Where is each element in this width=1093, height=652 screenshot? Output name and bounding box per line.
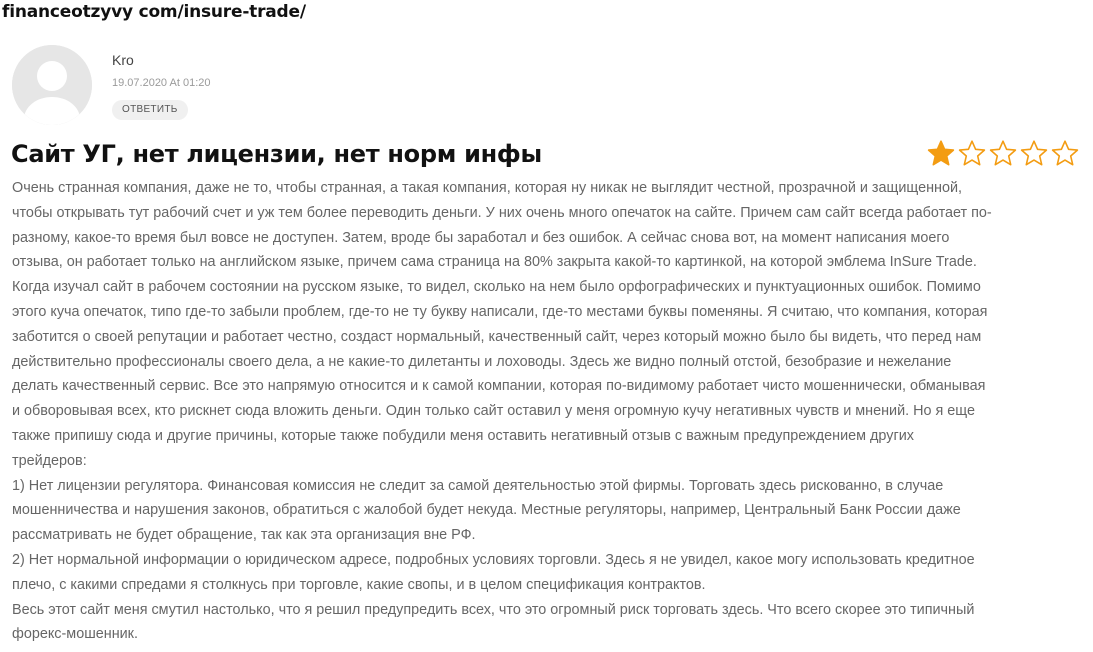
- review-text-line: чтобы открывать тут рабочий счет и уж тем более переводить деньги. У них очень много опечаток на сайте. Причем сам сайт всегда работает по-: [12, 204, 992, 221]
- star-empty-icon: [1050, 139, 1080, 167]
- star-empty-icon: [957, 139, 987, 167]
- review-text-line: также припишу сюда и другие причины, которые также побудили меня оставить негативный отзыв с важным предупреждением других: [12, 427, 914, 444]
- review-text: [12, 176, 1084, 647]
- review-text-line: этого куча опечаток, типо где-то забыли проблем, где-то не ту букву написали, где-то местами буквы поменяны. Я считаю, что компания, которая: [12, 303, 988, 320]
- review-title: Сайт УГ, нет лицензии, нет норм инфы: [11, 140, 542, 168]
- star-empty-icon: [1019, 139, 1049, 167]
- review-text-line: рассматривать не будет обращение, так как эта организация вне РФ.: [12, 527, 476, 544]
- review-text-line: плечо, с какими спредами я столкнусь при торговле, какие свопы, и в целом спецификация контрактов.: [12, 576, 706, 593]
- review-text-line: форекс-мошенник.: [12, 626, 138, 643]
- star-rating: [926, 139, 1081, 167]
- reply-button[interactable]: ОТВЕТИТЬ: [112, 100, 188, 120]
- review-text-line: 1) Нет лицензии регулятора. Финансовая комиссия не следит за самой деятельностью этой фирмы. Торговать здесь рискованно, в случае: [12, 477, 944, 494]
- review-text-line: Весь этот сайт меня смутил настолько, что я решил предупредить всех, что это огромный риск торговать здесь. Что всего скорее это типичный: [12, 601, 975, 618]
- comment-date: 19.07.2020 At 01:20: [112, 77, 211, 89]
- review-text-line: мошенничества и нарушения законов, обратиться с жалобой будет некуда. Местные регуляторы, например, Центральный Банк России даже: [12, 502, 961, 519]
- star-filled-icon: [926, 139, 956, 167]
- review-text-line: заботится о своей репутации и работает честно, создаст нормальный, качественный сайт, через который можно было бы видеть, что перед нам: [12, 328, 982, 345]
- source-url-heading: financeotzyvy com/insure-trade/: [2, 2, 306, 22]
- star-empty-icon: [988, 139, 1018, 167]
- review-text-line: Очень странная компания, даже не то, чтобы странная, а такая компания, которая ну никак не выглядит честной, прозрачной и защищенной,: [12, 180, 963, 196]
- review-text-line: 2) Нет нормальной информации о юридическом адресе, подробных условиях торговли. Здесь я не увидел, какое могу использовать кредитное: [12, 551, 975, 568]
- user-avatar: [12, 45, 92, 125]
- review-text-line: и обворовывая всех, кто рискнет сюда вложить деньги. Один только сайт оставил у меня огромную кучу негативных чувств и мнений. Но я еще: [12, 403, 975, 420]
- review-text-line: отзыва, он работает только на английском языке, причем сама страница на 80% закрыта какой-то картинкой, на которой эмблема InSure Trade.: [12, 254, 977, 271]
- default-user-avatar-icon: [12, 45, 92, 125]
- review-text-line: действительно профессионалы своего дела, а не какие-то дилетанты и лоховоды. Здесь же видно полный отстой, безобразие и нежелание: [12, 353, 952, 370]
- comment-author: Kro: [112, 52, 134, 68]
- review-text-line: разному, какое-то время был вовсе не доступен. Затем, вроде бы заработал и без ошибок. А сейчас снова вот, на момент написания моего: [12, 229, 950, 246]
- review-text-line: делать качественный сервис. Все это напрямую относится и к самой компании, которая по-видимому работает чисто мошеннически, обманывая: [12, 378, 986, 395]
- review-text-line: Когда изучал сайт в рабочем состоянии на русском языке, то видел, сколько на нем было орфографических и пунктуационных ошибок. Помимо: [12, 279, 981, 296]
- review-text-line: трейдеров:: [12, 452, 87, 469]
